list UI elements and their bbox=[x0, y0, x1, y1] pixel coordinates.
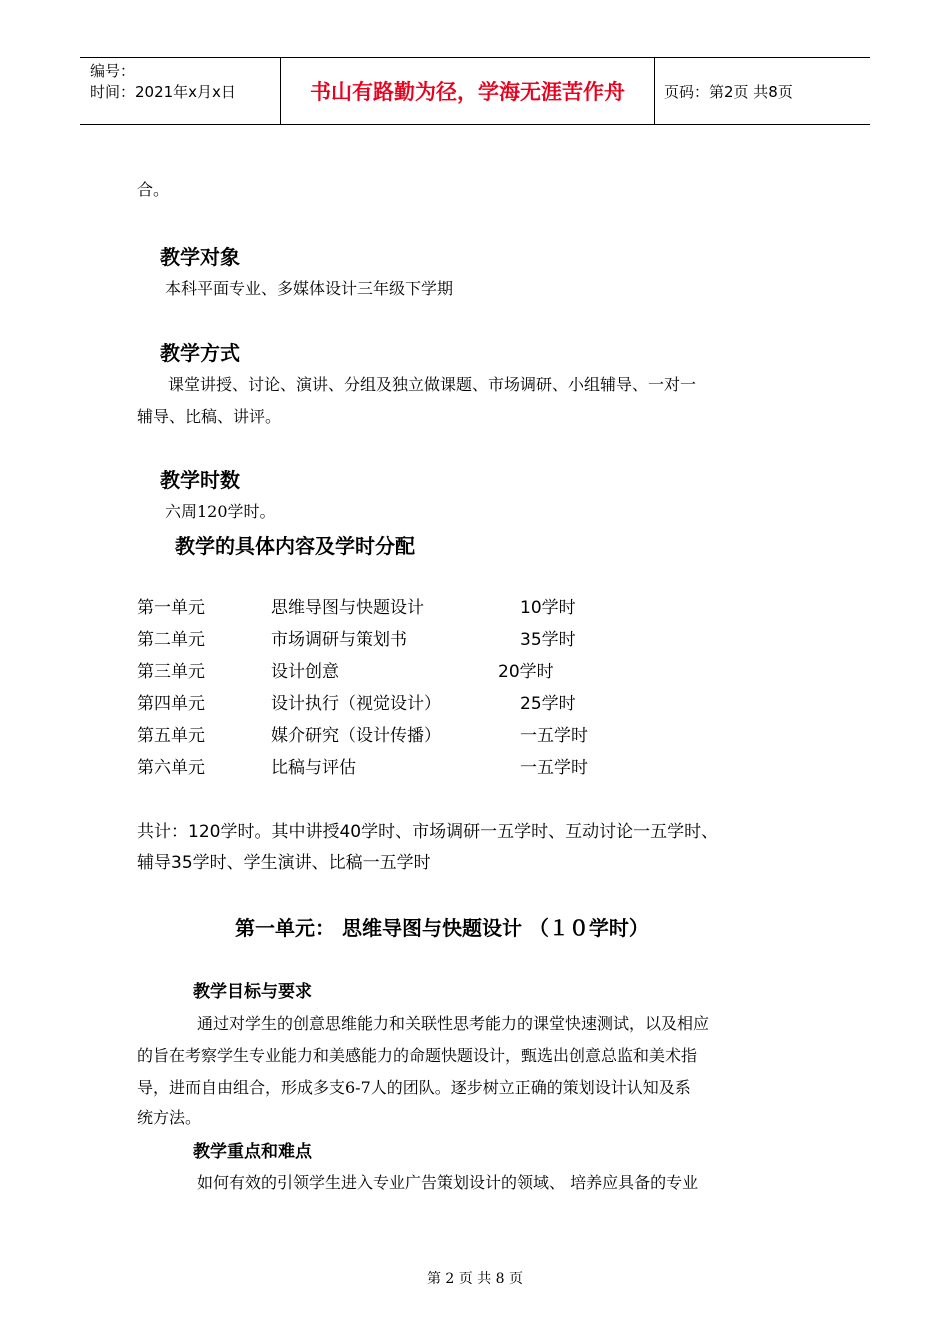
unit1-key-line1: 如何有效的引领学生进入专业广告策划设计的领域、 培养应具备的专业 bbox=[197, 1173, 699, 1192]
header-motto: 书山有路勤为径，学海无涯苦作舟 bbox=[281, 58, 655, 124]
serial-label: 编号： bbox=[90, 62, 136, 80]
time-label: 时间：2021年x月x日 bbox=[90, 83, 236, 101]
header-left-cell bbox=[80, 58, 281, 124]
heading-teaching-hours: 教学时数 bbox=[160, 468, 240, 492]
schedule-unit: 第五单元 bbox=[137, 726, 205, 746]
unit1-goal-line2: 的旨在考察学生专业能力和美感能力的命题快题设计，甄选出创意总监和美术指 bbox=[137, 1046, 698, 1065]
heading-teaching-target: 教学对象 bbox=[160, 245, 240, 269]
continued-fragment: 合。 bbox=[137, 180, 170, 199]
schedule-unit: 第六单元 bbox=[137, 758, 205, 778]
schedule-unit: 第三单元 bbox=[137, 662, 205, 682]
total-line2: 辅导35学时、学生演讲、比稿一五学时 bbox=[137, 853, 431, 873]
total-line1: 共计：120学时。其中讲授40学时、市场调研一五学时、互动讨论一五学时、 bbox=[137, 822, 719, 842]
unit1-goal-line3: 导，进而自由组合，形成多支6-7人的团队。逐步树立正确的策划设计认知及系 bbox=[137, 1078, 691, 1097]
page-footer: 第 2 页 共 8 页 bbox=[426, 1271, 524, 1287]
schedule-unit: 第四单元 bbox=[137, 694, 205, 714]
schedule-hours: 25学时 bbox=[520, 694, 576, 714]
schedule-unit: 第一单元 bbox=[137, 598, 205, 618]
text-teaching-method-line1: 课堂讲授、讨论、演讲、分组及独立做课题、市场调研、小组辅导、一对一 bbox=[168, 375, 697, 394]
text-teaching-target: 本科平面专业、多媒体设计三年级下学期 bbox=[165, 279, 454, 298]
schedule-unit: 第二单元 bbox=[137, 630, 205, 650]
schedule-hours: 35学时 bbox=[520, 630, 576, 650]
unit1-goal-heading: 教学目标与要求 bbox=[193, 982, 312, 1002]
heading-teaching-method: 教学方式 bbox=[160, 341, 240, 365]
unit1-title: 第一单元： 思维导图与快题设计 （１０学时） bbox=[235, 916, 649, 940]
schedule-hours: 一五学时 bbox=[520, 726, 588, 746]
schedule-topic: 思维导图与快题设计 bbox=[271, 598, 424, 618]
unit1-goal-line1: 通过对学生的创意思维能力和关联性思考能力的课堂快速测试，以及相应 bbox=[197, 1014, 710, 1033]
unit1-goal-line4: 统方法。 bbox=[137, 1108, 202, 1127]
schedule-topic: 媒介研究（设计传播） bbox=[271, 726, 441, 746]
unit1-key-heading: 教学重点和难点 bbox=[193, 1142, 312, 1162]
page-header bbox=[80, 57, 870, 125]
heading-content-distribution: 教学的具体内容及学时分配 bbox=[175, 534, 415, 558]
schedule-hours: 一五学时 bbox=[520, 758, 588, 778]
text-teaching-hours: 六周120学时。 bbox=[165, 502, 276, 521]
schedule-topic: 市场调研与策划书 bbox=[271, 630, 407, 650]
schedule-topic: 设计创意 bbox=[271, 662, 339, 682]
schedule-hours: 10学时 bbox=[520, 598, 576, 618]
schedule-topic: 比稿与评估 bbox=[271, 758, 356, 778]
schedule-hours: 20学时 bbox=[498, 662, 554, 682]
header-page-info: 页码：第2页 共8页 bbox=[664, 82, 793, 101]
schedule-topic: 设计执行（视觉设计） bbox=[271, 694, 441, 714]
text-teaching-method-line2: 辅导、比稿、讲评。 bbox=[137, 407, 282, 426]
